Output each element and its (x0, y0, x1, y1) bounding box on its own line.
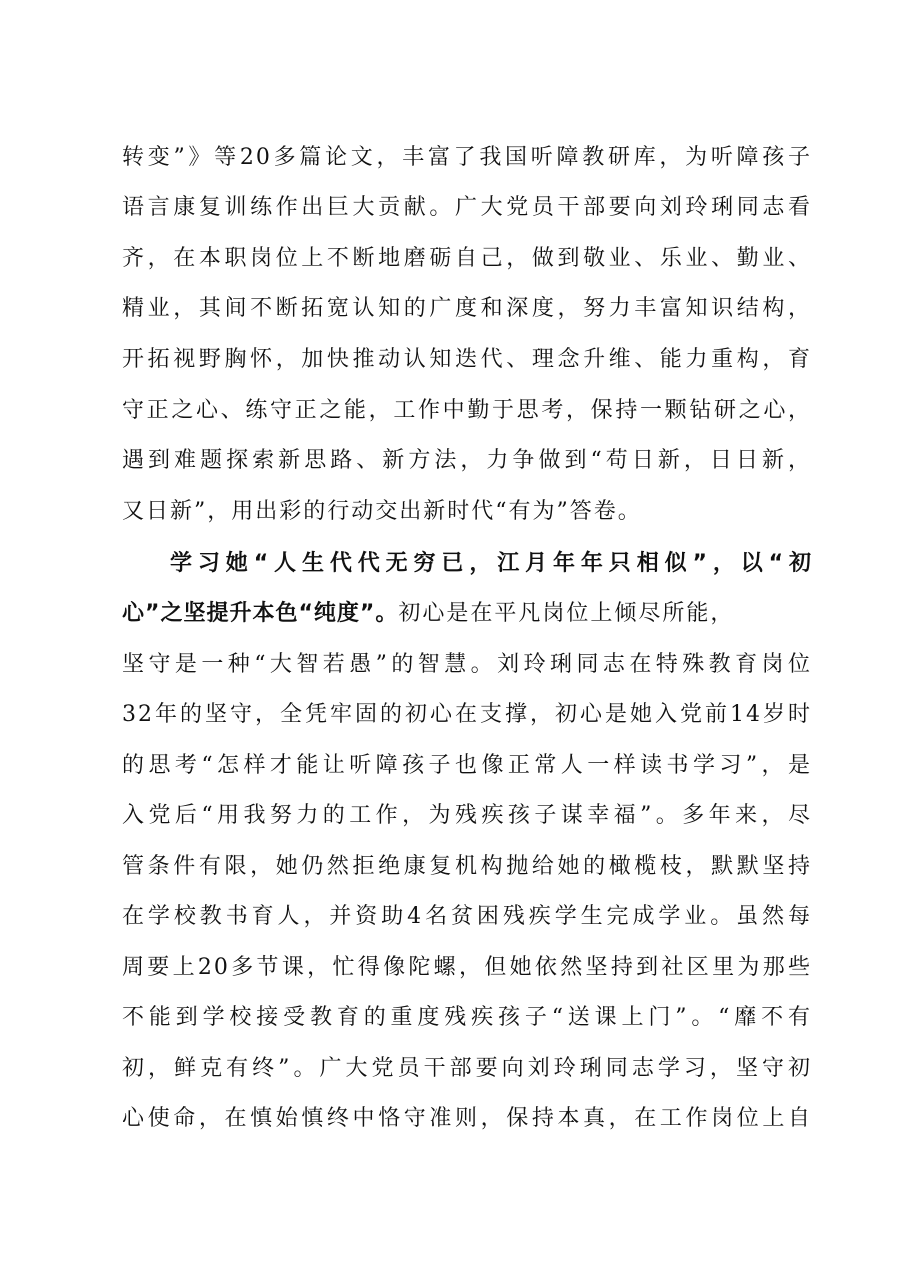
text-line: 齐，在本职岗位上不断地磨砺自己，做到敬业、乐业、勤业、 (122, 246, 812, 271)
text-line: 语言康复训练作出巨大贡献。广大党员干部要向刘玲琍同志看 (122, 195, 812, 220)
text-line: 转变”》等20多篇论文，丰富了我国听障教研库，为听障孩子 (122, 145, 812, 170)
text-line: 在学校教书育人，并资助4名贫困残疾学生完成学业。虽然每 (122, 904, 812, 929)
text-line: 初，鲜克有终”。广大党员干部要向刘玲琍同志学习，坚守初 (122, 1056, 812, 1081)
text-line: 开拓视野胸怀，加快推动认知迭代、理念升维、能力重构，育 (122, 347, 812, 372)
text-line: 遇到难题探索新思路、新方法，力争做到“苟日新，日日新， (122, 448, 812, 473)
section-heading-continuation (122, 600, 812, 628)
text-line: 守正之心、练守正之能，工作中勤于思考，保持一颗钻研之心， (122, 398, 812, 423)
text-line: 坚守是一种“大智若愚”的智慧。刘玲琍同志在特殊教育岗位 (122, 652, 812, 677)
text-line: 入党后“用我努力的工作，为残疾孩子谋幸福”。多年来，尽 (122, 803, 812, 828)
text-line: 32年的坚守，全凭牢固的初心在支撑，初心是她入党前14岁时 (122, 702, 812, 727)
section-heading-tail: 心”之坚提升本色“纯度”。 (122, 601, 399, 626)
text-line: 精业，其间不断拓宽认知的广度和深度，努力丰富知识结构， (122, 296, 812, 321)
text-fragment: 初心是在平凡岗位上倾尽所能， (398, 601, 735, 626)
text-line: 不能到学校接受教育的重度残疾孩子“送课上门”。“靡不有 (122, 1005, 812, 1030)
text-line: 的思考“怎样才能让听障孩子也像正常人一样读书学习”，是 (122, 753, 812, 778)
text-line: 心使命，在慎始慎终中恪守准则，保持本真，在工作岗位上自 (122, 1106, 812, 1131)
text-line: 又日新”，用出彩的行动交出新时代“有为”答卷。 (122, 499, 642, 524)
text-line: 管条件有限，她仍然拒绝康复机构抛给她的橄榄枝，默默坚持 (122, 854, 812, 879)
section-heading: 学习她“人生代代无穷已，江月年年只相似”，以“初 (170, 551, 812, 576)
text-line: 周要上20多节课，忙得像陀螺，但她依然坚持到社区里为那些 (122, 955, 812, 980)
